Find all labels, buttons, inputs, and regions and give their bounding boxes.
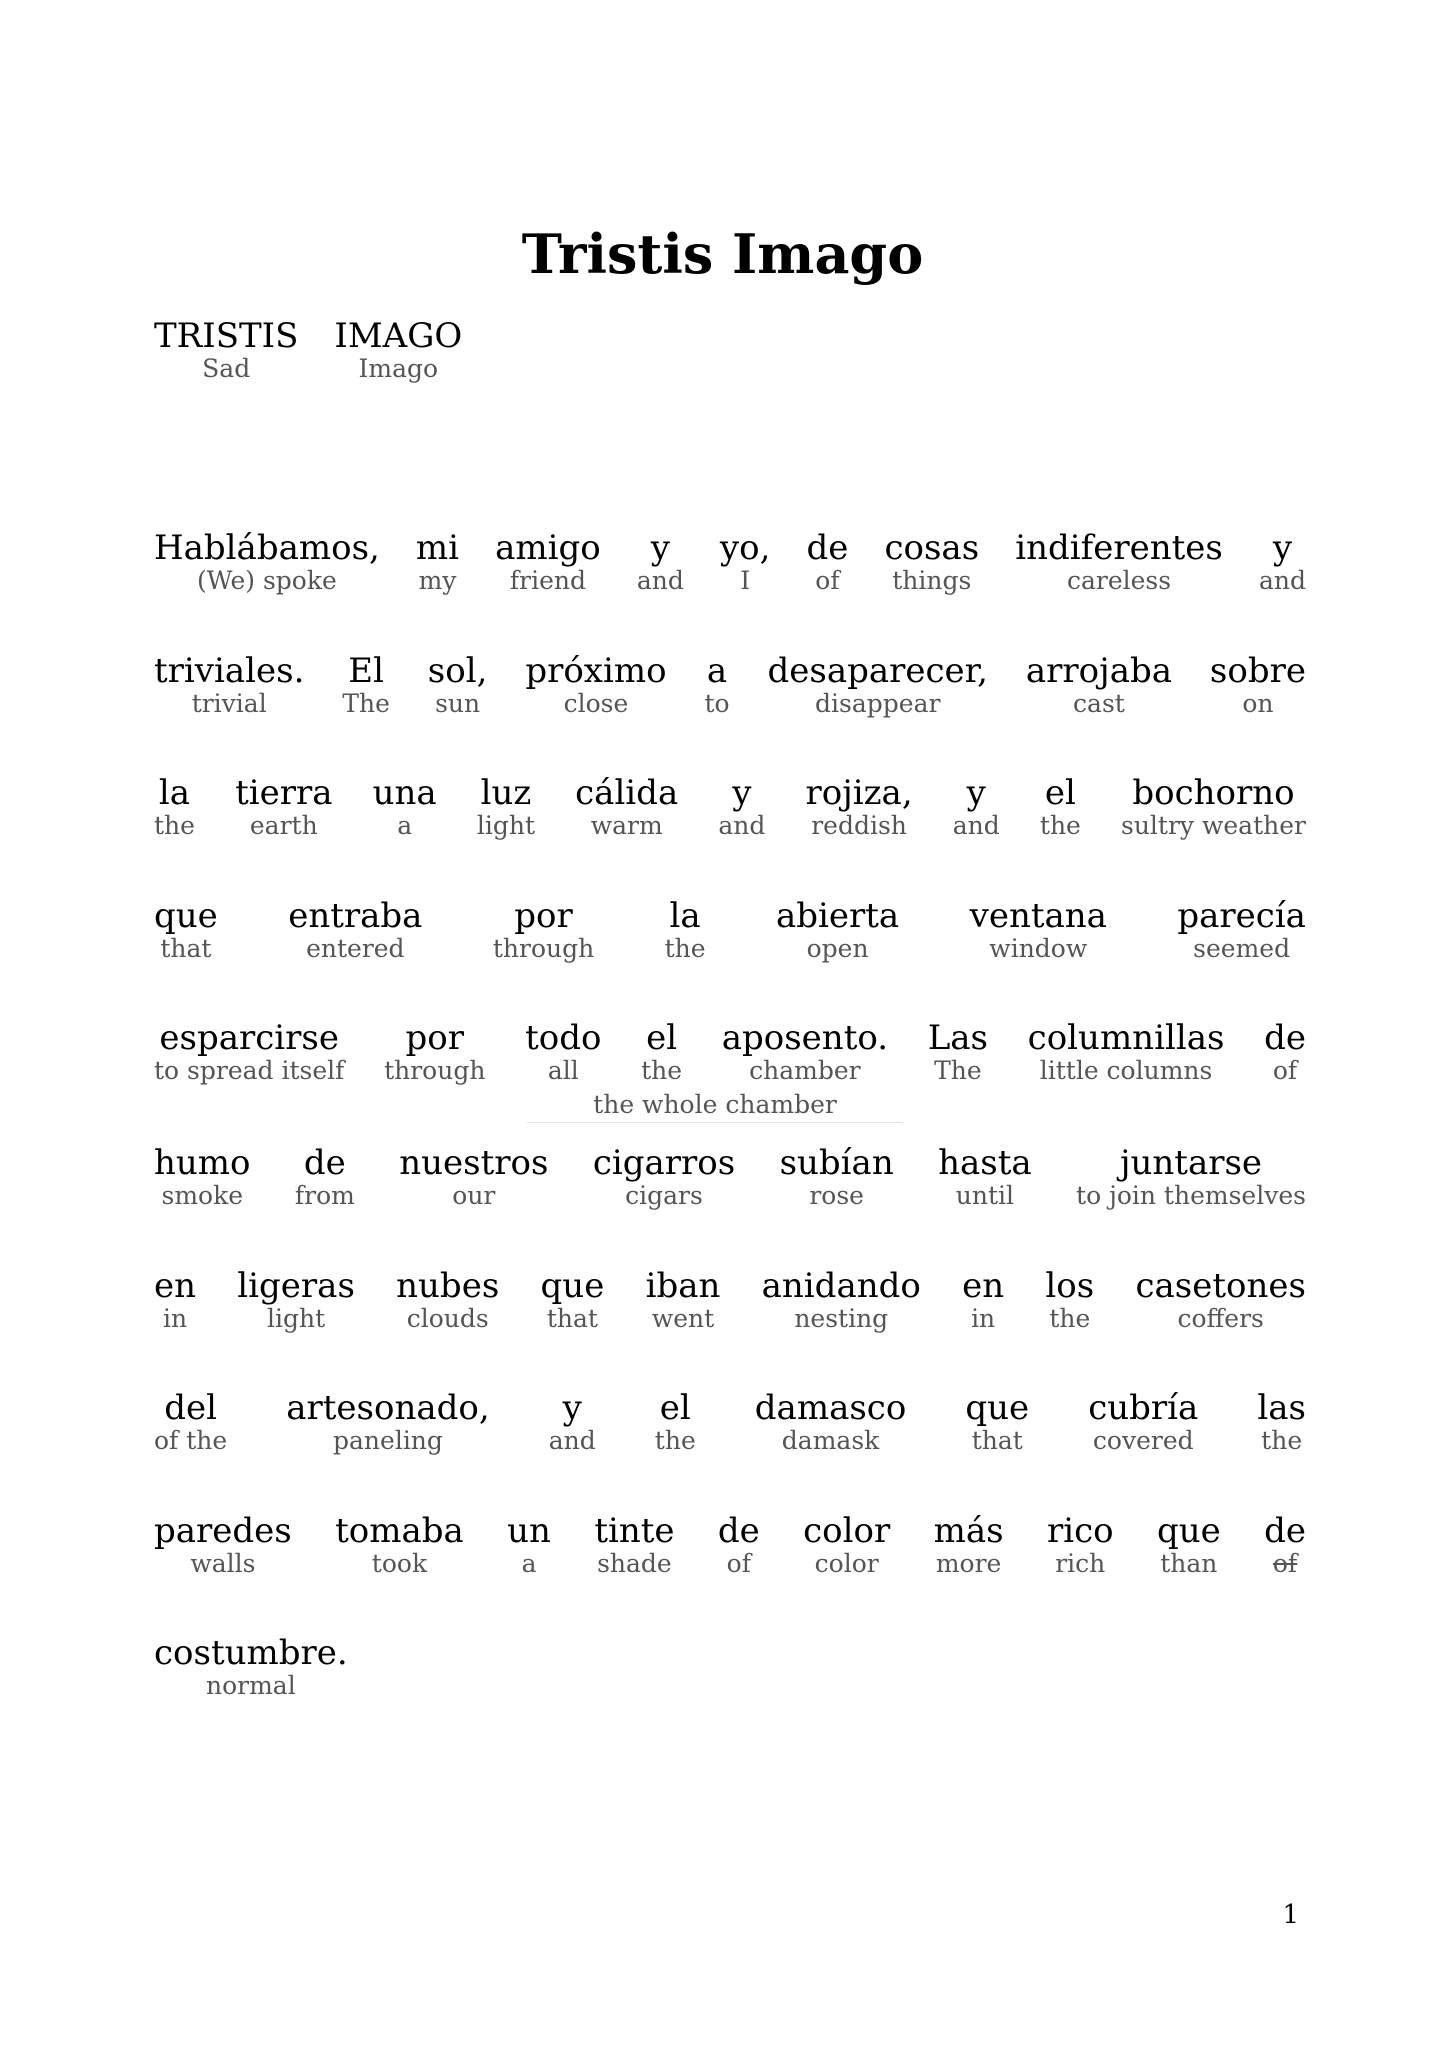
gloss-word: color <box>814 1549 879 1578</box>
gloss-word: disappear <box>815 689 941 718</box>
source-word: y <box>650 528 670 568</box>
source-word: rojiza, <box>805 773 913 813</box>
interlinear-word <box>780 1143 894 1211</box>
source-word: una <box>372 773 437 813</box>
interlinear-word <box>1264 1018 1306 1086</box>
interlinear-word <box>477 773 535 841</box>
interlinear-word <box>1026 651 1172 719</box>
interlinear-word <box>1040 773 1081 841</box>
interlinear-word <box>928 1018 988 1086</box>
gloss-word: sultry weather <box>1120 811 1306 840</box>
gloss-word: earth <box>249 811 318 840</box>
interlinear-word <box>396 1266 499 1334</box>
interlinear-word <box>1259 528 1306 596</box>
gloss-word: a <box>397 811 413 840</box>
source-word: los <box>1045 1266 1095 1306</box>
source-word: bochorno <box>1132 773 1295 813</box>
source-word: Hablábamos, <box>154 528 380 568</box>
gloss-word: until <box>955 1181 1014 1210</box>
text-line <box>154 1511 1306 1579</box>
gloss-word: of <box>1272 1056 1298 1085</box>
source-word: próximo <box>525 651 667 691</box>
gloss-word: rose <box>809 1181 864 1210</box>
interlinear-word <box>154 1266 196 1334</box>
gloss-word: trivial <box>191 689 267 718</box>
gloss-word: went <box>651 1304 715 1333</box>
gloss-word: in <box>162 1304 188 1333</box>
source-word: ventana <box>969 896 1107 936</box>
gloss-word: the <box>641 1056 683 1085</box>
gloss-word: a <box>521 1549 537 1578</box>
interlinear-word <box>722 1018 888 1086</box>
interlinear-word <box>1135 1266 1305 1334</box>
gloss-word: open <box>806 934 869 963</box>
interlinear-word <box>1047 1511 1114 1579</box>
gloss-word: the <box>1261 1426 1303 1455</box>
source-word: de <box>303 1143 346 1183</box>
source-word: la <box>158 773 191 813</box>
gloss-word: to spread itself <box>154 1056 345 1085</box>
gloss-word: and <box>1258 566 1306 595</box>
interlinear-word <box>807 528 849 596</box>
interlinear-word <box>1157 1511 1221 1579</box>
gloss-word: shade <box>597 1549 672 1578</box>
interlinear-word <box>594 1511 674 1579</box>
interlinear-word <box>235 773 332 841</box>
source-word: de <box>1264 1511 1306 1551</box>
source-word: el <box>646 1018 678 1058</box>
interlinear-word <box>335 1511 464 1579</box>
gloss-word: friend <box>509 566 586 595</box>
gloss-word: cigars <box>625 1181 703 1210</box>
interlinear-word <box>525 1018 601 1086</box>
source-word: un <box>507 1511 551 1551</box>
source-word: la <box>669 896 701 936</box>
gloss-word: our <box>452 1181 496 1210</box>
gloss-word: reddish <box>811 811 907 840</box>
source-word: que <box>154 896 218 936</box>
source-word: de <box>806 528 849 568</box>
text-line <box>154 1018 1306 1086</box>
gloss-word: paneling <box>333 1426 443 1455</box>
interlinear-word <box>1177 896 1306 964</box>
gloss-word: of <box>815 566 840 595</box>
source-word: cosas <box>884 528 980 568</box>
interlinear-word <box>665 896 706 964</box>
source-word: yo, <box>719 528 771 568</box>
interlinear-word <box>767 651 988 719</box>
source-word: que <box>965 1388 1030 1428</box>
gloss-word: cast <box>1073 689 1125 718</box>
source-word: por <box>514 896 573 936</box>
interlinear-word <box>1088 1388 1198 1456</box>
source-word: hasta <box>938 1143 1032 1183</box>
source-word: que <box>540 1266 605 1306</box>
interlinear-word <box>646 1266 721 1334</box>
text-line <box>154 1633 1306 1701</box>
interlinear-word <box>373 773 437 841</box>
gloss-word: and <box>718 811 766 840</box>
interlinear-word <box>154 1633 348 1701</box>
source-word: sol, <box>427 651 488 691</box>
source-word: subían <box>779 1143 894 1183</box>
gloss-word: to join themselves <box>1076 1181 1306 1210</box>
source-word: y <box>732 773 752 813</box>
interlinear-word <box>428 651 488 719</box>
interlinear-word <box>934 1511 1004 1579</box>
interlinear-word <box>154 773 195 841</box>
source-word: y <box>966 773 986 813</box>
gloss-word: of the <box>154 1426 228 1455</box>
interlinear-word <box>495 528 601 596</box>
text-line <box>154 1143 1306 1211</box>
interlinear-word <box>334 316 462 384</box>
source-word: paredes <box>154 1511 292 1551</box>
source-word: cálida <box>575 773 679 813</box>
text-line <box>154 528 1306 596</box>
interlinear-word <box>1015 528 1223 596</box>
interlinear-word <box>641 1018 682 1086</box>
interlinear-word <box>525 651 666 719</box>
gloss-word: coffers <box>1177 1304 1264 1333</box>
source-word: damasco <box>754 1388 907 1428</box>
text-line <box>154 773 1306 841</box>
source-word: entraba <box>288 896 423 936</box>
source-word: más <box>933 1511 1004 1551</box>
source-word: casetones <box>1135 1266 1306 1306</box>
source-word: color <box>803 1511 891 1551</box>
interlinear-word <box>1045 1266 1094 1334</box>
gloss-word: the <box>654 1426 696 1455</box>
source-word: tinte <box>594 1511 675 1551</box>
gloss-word: through <box>492 934 595 963</box>
source-word: sobre <box>1209 651 1306 691</box>
interlinear-word <box>884 528 979 596</box>
interlinear-word <box>575 773 678 841</box>
interlinear-word <box>938 1143 1032 1211</box>
text-line <box>154 896 1306 964</box>
interlinear-word <box>416 528 459 596</box>
gloss-word: close <box>563 689 629 718</box>
interlinear-word <box>593 1143 735 1211</box>
source-word: y <box>1272 528 1293 568</box>
interlinear-word <box>237 1266 355 1334</box>
gloss-word: and <box>636 566 684 595</box>
gloss-word: light <box>267 1304 326 1333</box>
source-word: aposento. <box>721 1018 889 1058</box>
gloss-word: seemed <box>1193 934 1291 963</box>
interlinear-word <box>1264 1511 1306 1579</box>
gloss-word: walls <box>190 1549 256 1578</box>
gloss-word: The <box>934 1056 982 1085</box>
source-word: esparcirse <box>159 1018 339 1058</box>
source-word: el <box>1044 773 1076 813</box>
source-word: parecía <box>1177 896 1306 936</box>
interlinear-word <box>718 773 765 841</box>
source-word: amigo <box>495 528 601 568</box>
source-word: del <box>164 1388 217 1428</box>
source-word: ligeras <box>237 1266 355 1306</box>
gloss-word: through <box>384 1056 486 1085</box>
gloss-word: and <box>952 811 1000 840</box>
source-word: por <box>405 1018 464 1058</box>
source-word: artesonado, <box>286 1388 490 1428</box>
source-word: nuestros <box>399 1143 549 1183</box>
source-word: costumbre. <box>154 1633 348 1673</box>
source-word: cigarros <box>592 1143 736 1183</box>
interlinear-word <box>762 1266 921 1334</box>
interlinear-word <box>154 1388 227 1456</box>
interlinear-word <box>541 1266 605 1334</box>
source-word: desaparecer, <box>767 651 988 691</box>
gloss-word: rich <box>1055 1549 1106 1578</box>
gloss-word: nesting <box>794 1304 889 1333</box>
interlinear-word <box>965 1388 1029 1456</box>
gloss-word: Sad <box>202 354 251 383</box>
interlinear-word <box>1076 1143 1306 1211</box>
gloss-word: my <box>418 566 457 595</box>
gloss-word: the <box>1049 1304 1091 1333</box>
interlinear-word <box>154 528 380 596</box>
source-word: en <box>962 1266 1005 1306</box>
source-word: luz <box>480 773 532 813</box>
interlinear-word <box>953 773 1000 841</box>
interlinear-word <box>1210 651 1306 719</box>
interlinear-word <box>493 896 594 964</box>
interlinear-word <box>295 1143 355 1211</box>
gloss-word: damask <box>781 1426 880 1455</box>
source-word: de <box>717 1511 760 1551</box>
gloss-word: in <box>971 1304 996 1333</box>
gloss-word: careless <box>1066 566 1172 595</box>
document-title: Tristis Imago <box>521 222 924 287</box>
gloss-word: light <box>476 811 535 840</box>
interlinear-word <box>154 651 304 719</box>
source-word: abierta <box>775 896 900 936</box>
gloss-word: clouds <box>406 1304 489 1333</box>
source-word: anidando <box>761 1266 921 1306</box>
interlinear-word <box>704 651 729 719</box>
gloss-word: that <box>546 1304 598 1333</box>
interlinear-word <box>154 1511 292 1579</box>
source-word: tomaba <box>335 1511 464 1551</box>
interlinear-word <box>1028 1018 1225 1086</box>
interlinear-word <box>154 316 298 384</box>
gloss-word: The <box>342 689 390 718</box>
source-word: en <box>154 1266 197 1306</box>
interlinear-word <box>776 896 899 964</box>
source-word: todo <box>525 1018 602 1058</box>
page-number: 1 <box>1282 1900 1299 1930</box>
source-word: nubes <box>396 1266 500 1306</box>
gloss-word: smoke <box>161 1181 244 1210</box>
gloss-word: covered <box>1092 1426 1194 1455</box>
gloss-word: on <box>1242 689 1274 718</box>
phrase-gloss: the whole chamber <box>527 1090 903 1123</box>
interlinear-word <box>637 528 684 596</box>
source-word: rico <box>1046 1511 1114 1551</box>
gloss-word: of <box>726 1549 751 1578</box>
interlinear-word <box>342 651 390 719</box>
gloss-word: of <box>1272 1549 1298 1578</box>
source-word: iban <box>645 1266 721 1306</box>
source-word: el <box>659 1388 691 1428</box>
interlinear-word <box>655 1388 696 1456</box>
text-line <box>154 1388 1306 1456</box>
text-line <box>154 1266 1306 1334</box>
gloss-word: the <box>664 934 706 963</box>
interlinear-word <box>154 1018 344 1086</box>
interlinear-word <box>154 896 218 964</box>
interlinear-word <box>1257 1388 1306 1456</box>
gloss-word: the <box>154 811 195 840</box>
source-word: columnillas <box>1027 1018 1225 1058</box>
text-line <box>154 651 1306 719</box>
gloss-word: entered <box>306 934 405 963</box>
source-word: de <box>1264 1018 1306 1058</box>
interlinear-word <box>549 1388 596 1456</box>
source-word: TRISTIS <box>154 316 299 356</box>
gloss-word: that <box>971 1426 1023 1455</box>
interlinear-word <box>962 1266 1004 1334</box>
gloss-word: took <box>371 1549 428 1578</box>
source-word: arrojaba <box>1025 651 1172 691</box>
gloss-word: and <box>548 1426 596 1455</box>
gloss-word: normal <box>206 1671 296 1700</box>
interlinear-word <box>720 528 771 596</box>
gloss-word: the <box>1039 811 1081 840</box>
source-word: Las <box>927 1018 988 1058</box>
source-word: que <box>1156 1511 1221 1551</box>
gloss-word: more <box>935 1549 1002 1578</box>
gloss-word: (We) spoke <box>197 566 337 595</box>
gloss-word: to <box>704 689 730 718</box>
interlinear-word <box>1121 773 1306 841</box>
interlinear-word <box>399 1143 548 1211</box>
gloss-word: warm <box>590 811 663 840</box>
gloss-word: than <box>1160 1549 1218 1578</box>
interlinear-word <box>384 1018 485 1086</box>
gloss-word: things <box>892 566 972 595</box>
gloss-word: I <box>740 566 751 595</box>
interlinear-word <box>755 1388 907 1456</box>
source-word: tierra <box>235 773 333 813</box>
gloss-word: that <box>160 934 212 963</box>
interlinear-word <box>718 1511 760 1579</box>
source-word: triviales. <box>154 651 305 691</box>
source-word: las <box>1257 1388 1306 1428</box>
gloss-word: window <box>989 934 1088 963</box>
source-word: cubría <box>1088 1388 1199 1428</box>
source-word: y <box>562 1388 582 1428</box>
gloss-word: from <box>294 1181 355 1210</box>
interlinear-word <box>806 773 913 841</box>
gloss-word: Imago <box>358 354 439 383</box>
interlinear-word <box>970 896 1107 964</box>
gloss-word: sun <box>435 689 481 718</box>
source-word: humo <box>154 1143 251 1183</box>
source-word: a <box>706 651 728 691</box>
source-word: mi <box>415 528 460 568</box>
interlinear-word <box>286 1388 489 1456</box>
interlinear-word <box>288 896 422 964</box>
gloss-word: chamber <box>749 1056 861 1085</box>
interlinear-word <box>154 1143 251 1211</box>
source-word: IMAGO <box>334 316 463 356</box>
gloss-word: all <box>547 1056 579 1085</box>
interlinear-word <box>507 1511 551 1579</box>
heading-line <box>154 316 1306 384</box>
gloss-word: little columns <box>1039 1056 1213 1085</box>
interlinear-word <box>803 1511 890 1579</box>
source-word: indiferentes <box>1015 528 1223 568</box>
source-word: juntarse <box>1119 1143 1263 1183</box>
source-word: El <box>348 651 384 691</box>
